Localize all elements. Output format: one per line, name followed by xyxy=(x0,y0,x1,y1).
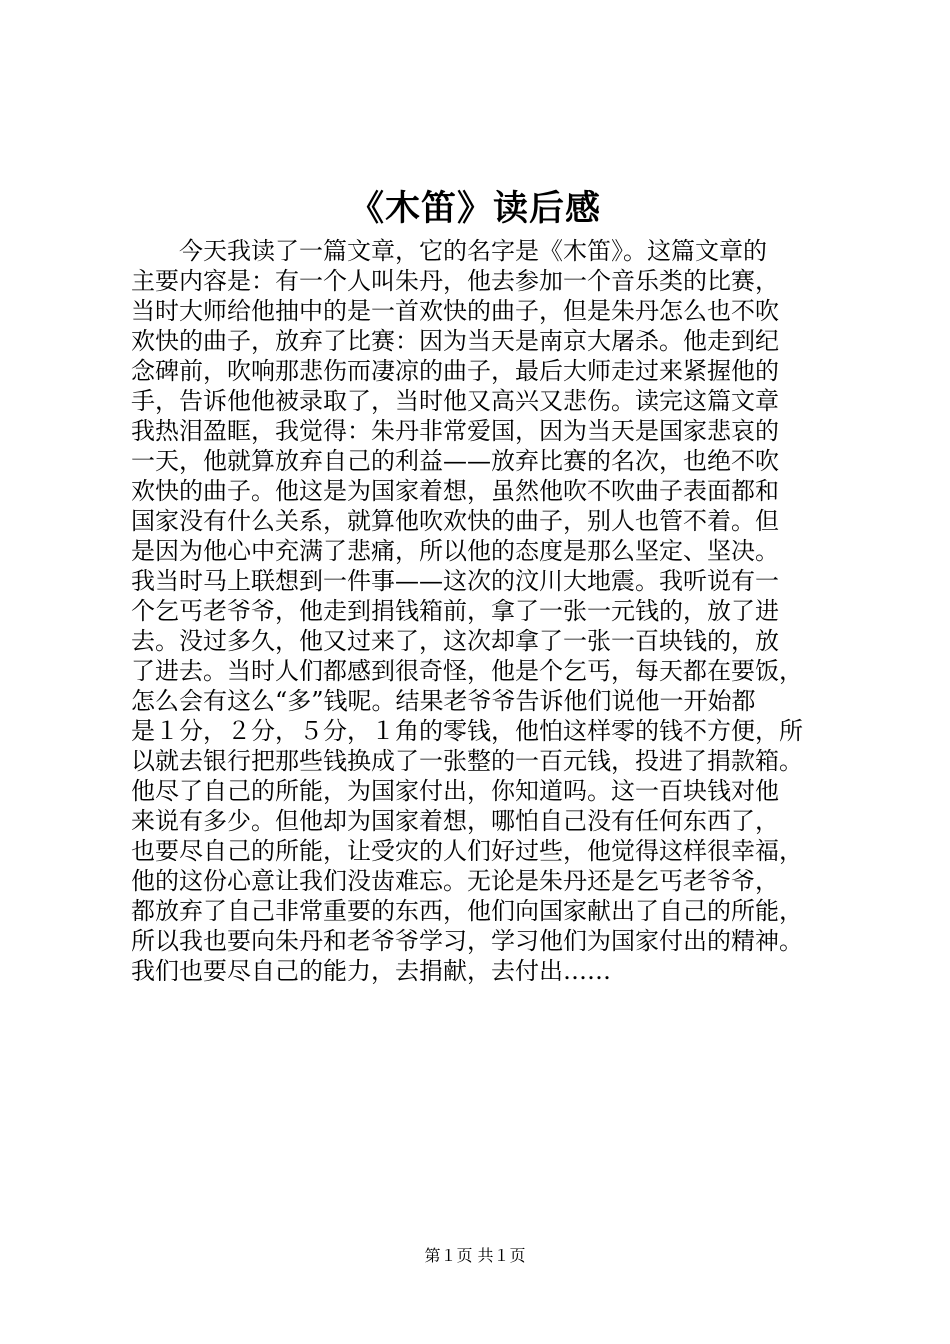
text-line: 是１分，２分，５分，１角的零钱，他怕这样零的钱不方便，所 xyxy=(131,717,803,745)
page-number: 第１页 共１页 xyxy=(424,1246,526,1265)
text-line: 欢快的曲子。他这是为国家着想，虽然他吹不吹曲子表面都和 xyxy=(131,477,779,505)
page-title: 《木笛》读后感 xyxy=(348,188,601,229)
text-line: 一天，他就算放弃自己的利益——放弃比赛的名次，也绝不吹 xyxy=(131,447,779,475)
text-line: 当时大师给他抽中的是一首欢快的曲子，但是朱丹怎么也不吹 xyxy=(131,297,779,325)
text-line: 都放弃了自己非常重要的东西，他们向国家献出了自己的所能， xyxy=(131,897,803,925)
text-line: 我热泪盈眶，我觉得：朱丹非常爱国，因为当天是国家悲哀的 xyxy=(131,417,779,445)
text-line: 我们也要尽自己的能力，去捐献，去付出…… xyxy=(131,957,611,985)
text-line: 欢快的曲子，放弃了比赛：因为当天是南京大屠杀。他走到纪 xyxy=(131,327,779,355)
article-body xyxy=(131,236,861,986)
text-line: 也要尽自己的所能，让受灾的人们好过些，他觉得这样很幸福， xyxy=(131,837,803,865)
text-line: 了进去。当时人们都感到很奇怪，他是个乞丐，每天都在要饭， xyxy=(131,657,803,685)
text-line: 今天我读了一篇文章，它的名字是《木笛》。这篇文章的 xyxy=(179,237,767,265)
text-line: 国家没有什么关系，就算他吹欢快的曲子，别人也管不着。但 xyxy=(131,507,779,535)
text-line: 是因为他心中充满了悲痛，所以他的态度是那么坚定、坚决。 xyxy=(131,537,779,565)
text-line: 所以我也要向朱丹和老爷爷学习，学习他们为国家付出的精神。 xyxy=(131,927,803,955)
text-line: 去。没过多久，他又过来了，这次却拿了一张一百块钱的，放 xyxy=(131,627,779,655)
text-line: 怎么会有这么“多”钱呢。结果老爷爷告诉他们说他一开始都 xyxy=(131,687,756,715)
text-line: 他尽了自己的所能，为国家付出，你知道吗。这一百块钱对他 xyxy=(131,777,779,805)
text-line: 来说有多少。但他却为国家着想，哪怕自己没有任何东西了， xyxy=(131,807,779,835)
text-line: 念碑前，吹响那悲伤而凄凉的曲子，最后大师走过来紧握他的 xyxy=(131,357,779,385)
text-line: 手，告诉他他被录取了，当时他又高兴又悲伤。读完这篇文章 xyxy=(131,387,779,415)
text-line: 我当时马上联想到一件事——这次的汶川大地震。我听说有一 xyxy=(131,567,779,595)
text-line: 他的这份心意让我们没齿难忘。无论是朱丹还是乞丐老爷爷， xyxy=(131,867,779,895)
text-line: 以就去银行把那些钱换成了一张整的一百元钱，投进了捐款箱。 xyxy=(131,747,803,775)
text-line: 主要内容是：有一个人叫朱丹，他去参加一个音乐类的比赛， xyxy=(131,267,779,295)
text-line: 个乞丐老爷爷，他走到捐钱箱前，拿了一张一元钱的，放了进 xyxy=(131,597,779,625)
